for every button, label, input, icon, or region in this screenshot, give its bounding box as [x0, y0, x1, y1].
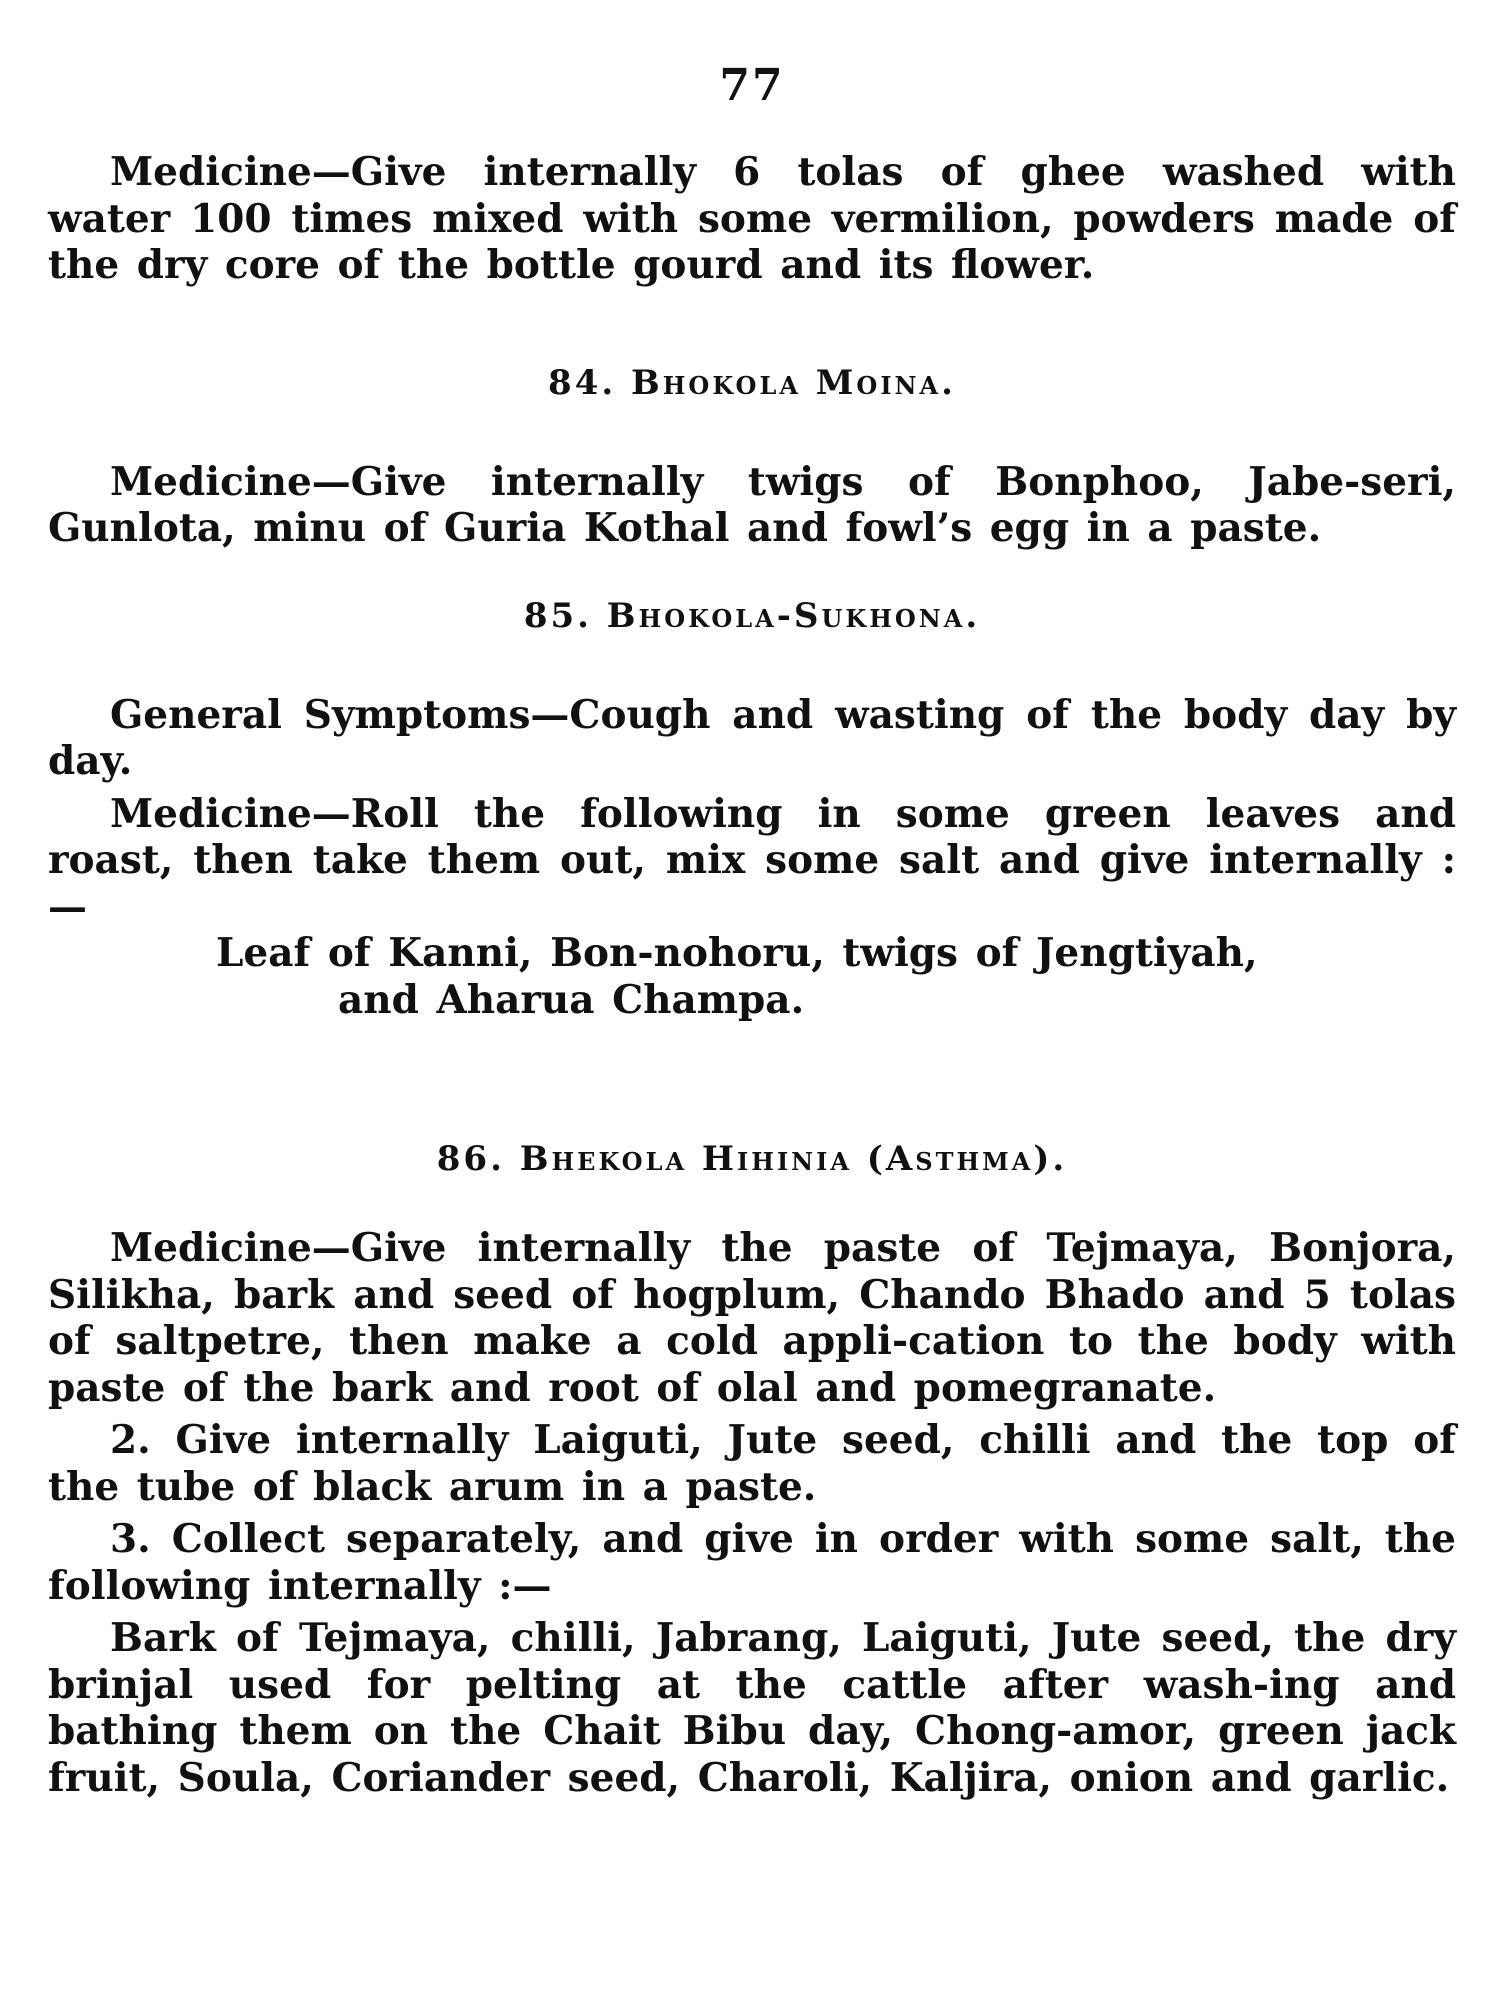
section-86-ingredients: Bark of Tejmaya, chilli, Jabrang, Laiguti, Jute seed, the dry brinjal used for pelting at the cattle after wash-ing and bathing them on the Chait Bibu day, Chong-amor, green jack fruit, Soula, Coriander seed, Charoli, Kaljira, onion and garlic. [48, 1615, 1456, 1801]
section-85-symptoms: General Symptoms—Cough and wasting of the body day by day. [48, 691, 1456, 784]
section-title-85: 85. Bhokola-Sukhona. [523, 595, 981, 636]
section-84-paragraph: Medicine—Give internally twigs of Bonphoo, Jabe-seri, Gunlota, minu of Guria Kothal and fowl’s egg in a paste. [48, 458, 1456, 551]
section-86-remedy-2: 2. Give internally Laiguti, Jute seed, chilli and the top of the tube of black arum in a paste. [48, 1417, 1456, 1510]
section-85-medicine: Medicine—Roll the following in some green leaves and roast, then take them out, mix some salt and give internally :— [48, 790, 1456, 930]
section-86-remedy-3: 3. Collect separately, and give in order with some salt, the following internally :— [48, 1516, 1456, 1609]
section-85-ingredient-list [48, 930, 1456, 1023]
page-number: 77 [719, 60, 785, 111]
section-title-86: 86. Bhekola Hihinia (Asthma). [436, 1139, 1068, 1179]
section-86-medicine: Medicine—Give internally the paste of Tejmaya, Bonjora, Silikha, bark and seed of hogplum, Chando Bhado and 5 tolas of saltpetre, then make a cold appli-cation to the body with paste of the bark and root of olal and pomegranate. [48, 1225, 1456, 1411]
ingredient-list-line-2: and Aharua Champa. [338, 976, 805, 1023]
top-paragraph: Medicine—Give internally 6 tolas of ghee washed with water 100 times mixed with some vermilion, powders made of the dry core of the bottle gourd and its flower. [48, 149, 1456, 288]
book-page [48, 60, 1456, 1801]
ingredient-list-line-1: Leaf of Kanni, Bon-nohoru, twigs of Jengtiyah, [216, 930, 1258, 976]
section-title-84: 84. Bhokola Moina. [548, 362, 956, 403]
